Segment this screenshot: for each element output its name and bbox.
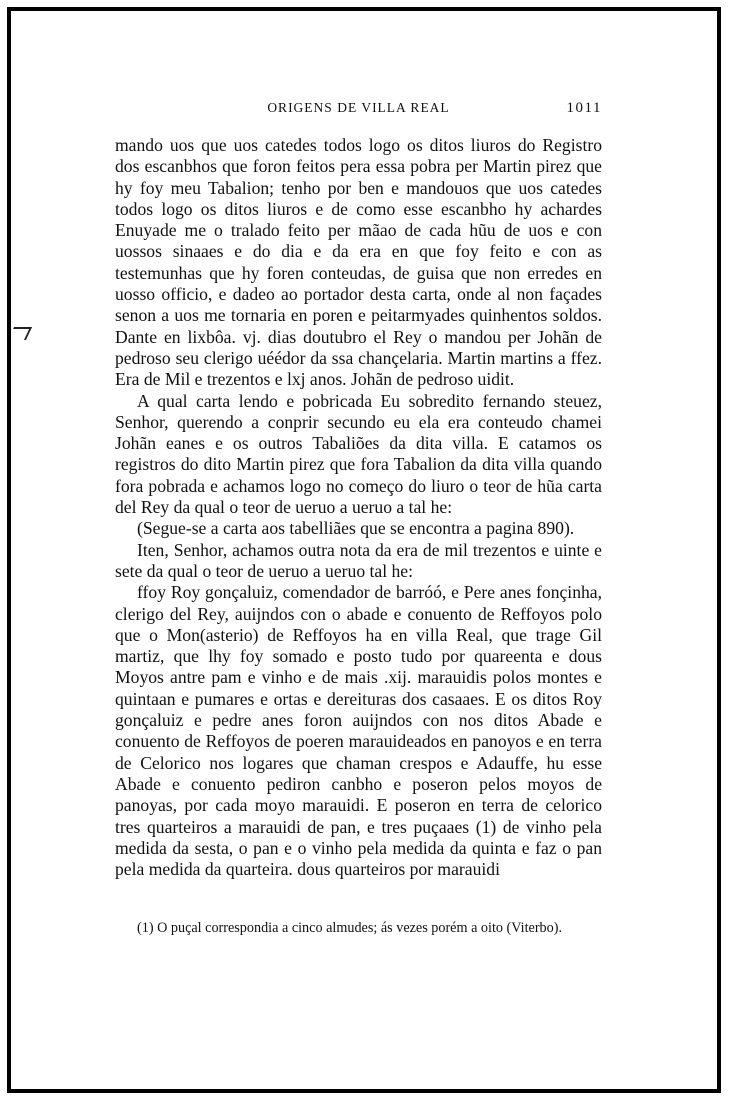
paragraph: ffoy Roy gonçaluiz, comendador de barróó, e Pere anes fonçinha, clerigo del Rey, auijndos con o abade e conuento de Reffoyos polo que o Mon(asterio) de Reffoyos ha en villa Real, que trage Gil martiz, que lhy foy somado e posto tudo por quareenta e dous Moyos antre pam e vinho e de mais .xij. marauidis polos montes e quintaan e pumares e ortas e dereituras dos casaaes. E os ditos Roy gonçaluiz e pedre anes foron auijndos con nos ditos Abade e conuento de Reffoyos de poeren marauideados en panoyos e en terra de Celorico nos logares que chaman crespos e Adauffe, hu esse Abade e conuento pediron canbho e poseron pelos moyos de panoyas, por cada moyo marauidi. E poseron en terra de celorico tres quarteiros a marauidi de pan, e tres puçaaes (1) de vinho pela medida da sesta, o pan e o vinho pela medida da quinta e faz o pan pela medida da quarteira. dous quarteiros por marauidi [115, 582, 602, 880]
paragraph: A qual carta lendo e pobricada Eu sobredito fernando steuez, Senhor, querendo a conprir secundo eu ela era conteudo chamei Johãn eanes e os outros Tabaliões da dita villa. E catamos os registros do dito Martin pirez que fora Tabalion da dita villa quando fora pobrada e achamos logo no começo do liuro o teor de hũa carta del Rey da qual o teor de ueruo a ueruo a tal he: [115, 390, 602, 518]
running-title: ORIGENS DE VILLA REAL [267, 100, 450, 115]
footnote: (1) O puçal correspondia a cinco almudes; ás vezes porém a oito (Viterbo). [137, 920, 563, 936]
page-header [115, 100, 602, 120]
paragraph: (Segue-se a carta aos tabelliães que se encontra a pagina 890). [137, 518, 575, 539]
paragraph: Iten, Senhor, achamos outra nota da era de mil trezentos e uinte e sete da qual o teor de ueruo a ueruo tal he: [115, 539, 602, 581]
body-text [115, 135, 602, 880]
page-number: 1011 [566, 100, 602, 116]
paragraph-continuation: mando uos que uos catedes todos logo os ditos liuros do Registro dos escanbhos que foron feitos pera essa pobra per Martin pirez que hy foy meu Tabalion; tenho por ben e mandouos que uos catedes todos logo os ditos liuros e de como esse escanbho hy achardes Enuyade me o tralado feito per mãao de cada hũu de uos e con uossos sinaaes e do dia e da era en que foy feito e con as testemunhas que hy foren conteudas, de guisa que non erredes en uosso officio, e dadeo ao portador desta carta, onde al non façades senon a uos me tornaria en poren e peitarmyades quinhentos soldos. Dante en lixbôa. vj. dias doutubro el Rey o mandou per Johãn de pedroso seu clerigo uéédor da ssa chançelaria. Martin martins a ffez. Era de Mil e trezentos e lxj anos. Johãn de pedroso uidit. [115, 135, 602, 390]
margin-bracket-mark [8, 327, 32, 340]
